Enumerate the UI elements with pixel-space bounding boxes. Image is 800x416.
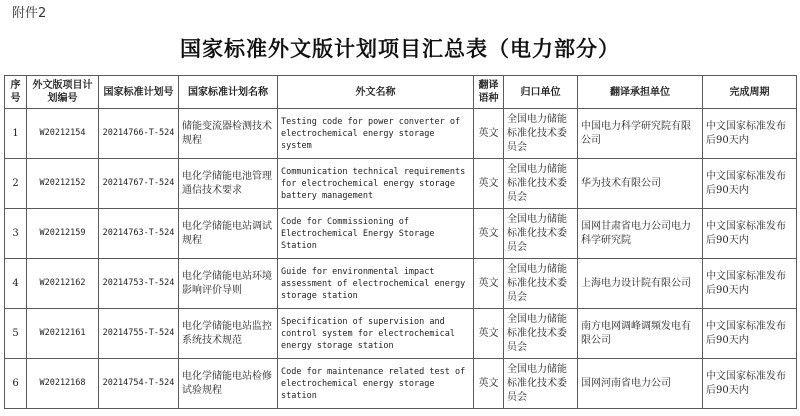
cell-cn-name: 电化学储能电池管理通信技术要求 [179, 159, 278, 209]
cell-dept: 全国电力储能标准化技术委员会 [504, 259, 578, 309]
table-header-row [5, 76, 797, 109]
cell-foreign-no: W20212162 [27, 259, 99, 309]
cell-dept: 全国电力储能标准化技术委员会 [504, 309, 578, 359]
cell-translator: 中国电力科学研究院有限公司 [578, 109, 703, 159]
header-translator: 翻译承担单位 [578, 76, 703, 109]
table-row [5, 159, 797, 209]
header-en-name: 外文名称 [278, 76, 474, 109]
cell-translator: 上海电力设计院有限公司 [578, 259, 703, 309]
cell-en-name: Specification of supervision and control system for electrochemical energy storage station [278, 309, 474, 359]
cell-foreign-no: W20212159 [27, 209, 99, 259]
cell-foreign-no: W20212161 [27, 309, 99, 359]
cell-period: 中文国家标准发布后90天内 [703, 209, 797, 259]
header-dept: 归口单位 [504, 76, 578, 109]
table-row [5, 259, 797, 309]
table-body [5, 109, 797, 409]
cell-lang: 英文 [474, 259, 504, 309]
cell-seq: 6 [5, 359, 27, 409]
standards-table [4, 75, 797, 409]
cell-translator: 国网甘肃省电力公司电力科学研究院 [578, 209, 703, 259]
cell-translator: 南方电网调峰调频发电有限公司 [578, 309, 703, 359]
cell-seq: 5 [5, 309, 27, 359]
cell-foreign-no: W20212168 [27, 359, 99, 409]
cell-national-no: 20214766-T-524 [99, 109, 179, 159]
cell-period: 中文国家标准发布后90天内 [703, 159, 797, 209]
cell-en-name: Guide for environmental impact assessment of electrochemical energy storage station [278, 259, 474, 309]
cell-period: 中文国家标准发布后90天内 [703, 309, 797, 359]
table-row [5, 209, 797, 259]
cell-en-name: Testing code for power converter of electrochemical energy storage system [278, 109, 474, 159]
cell-lang: 英文 [474, 209, 504, 259]
cell-cn-name: 电化学储能电站监控系统技术规范 [179, 309, 278, 359]
cell-lang: 英文 [474, 309, 504, 359]
header-seq: 序号 [5, 76, 27, 109]
cell-seq: 3 [5, 209, 27, 259]
cell-dept: 全国电力储能标准化技术委员会 [504, 159, 578, 209]
cell-period: 中文国家标准发布后90天内 [703, 259, 797, 309]
header-cn-name: 国家标准计划名称 [179, 76, 278, 109]
cell-period: 中文国家标准发布后90天内 [703, 109, 797, 159]
cell-cn-name: 电化学储能电站调试规程 [179, 209, 278, 259]
cell-en-name: Code for maintenance related test of electrochemical energy storage station [278, 359, 474, 409]
cell-seq: 1 [5, 109, 27, 159]
cell-en-name: Communication technical requirements for electrochemical energy storage battery management [278, 159, 474, 209]
attachment-label: 附件2 [12, 6, 47, 21]
table-row [5, 109, 797, 159]
cell-national-no: 20214753-T-524 [99, 259, 179, 309]
cell-national-no: 20214763-T-524 [99, 209, 179, 259]
cell-national-no: 20214755-T-524 [99, 309, 179, 359]
cell-en-name: Code for Commissioning of Electrochemical Energy Storage Station [278, 209, 474, 259]
table-row [5, 309, 797, 359]
cell-translator: 华为技术有限公司 [578, 159, 703, 209]
cell-cn-name: 储能变流器检测技术规程 [179, 109, 278, 159]
cell-cn-name: 电化学储能电站环境影响评价导则 [179, 259, 278, 309]
cell-lang: 英文 [474, 109, 504, 159]
cell-dept: 全国电力储能标准化技术委员会 [504, 359, 578, 409]
header-national-no: 国家标准计划号 [99, 76, 179, 109]
cell-seq: 2 [5, 159, 27, 209]
cell-dept: 全国电力储能标准化技术委员会 [504, 109, 578, 159]
cell-cn-name: 电化学储能电站检修试验规程 [179, 359, 278, 409]
cell-foreign-no: W20212152 [27, 159, 99, 209]
cell-foreign-no: W20212154 [27, 109, 99, 159]
cell-national-no: 20214767-T-524 [99, 159, 179, 209]
cell-seq: 4 [5, 259, 27, 309]
cell-lang: 英文 [474, 359, 504, 409]
page-title: 国家标准外文版计划项目汇总表（电力部分） [180, 36, 620, 61]
cell-dept: 全国电力储能标准化技术委员会 [504, 209, 578, 259]
table-row [5, 359, 797, 409]
header-foreign-no: 外文版项目计划编号 [27, 76, 99, 109]
header-lang: 翻译语种 [474, 76, 504, 109]
cell-national-no: 20214754-T-524 [99, 359, 179, 409]
cell-translator: 国网河南省电力公司 [578, 359, 703, 409]
cell-period: 中文国家标准发布后90天内 [703, 359, 797, 409]
header-period: 完成周期 [703, 76, 797, 109]
cell-lang: 英文 [474, 159, 504, 209]
